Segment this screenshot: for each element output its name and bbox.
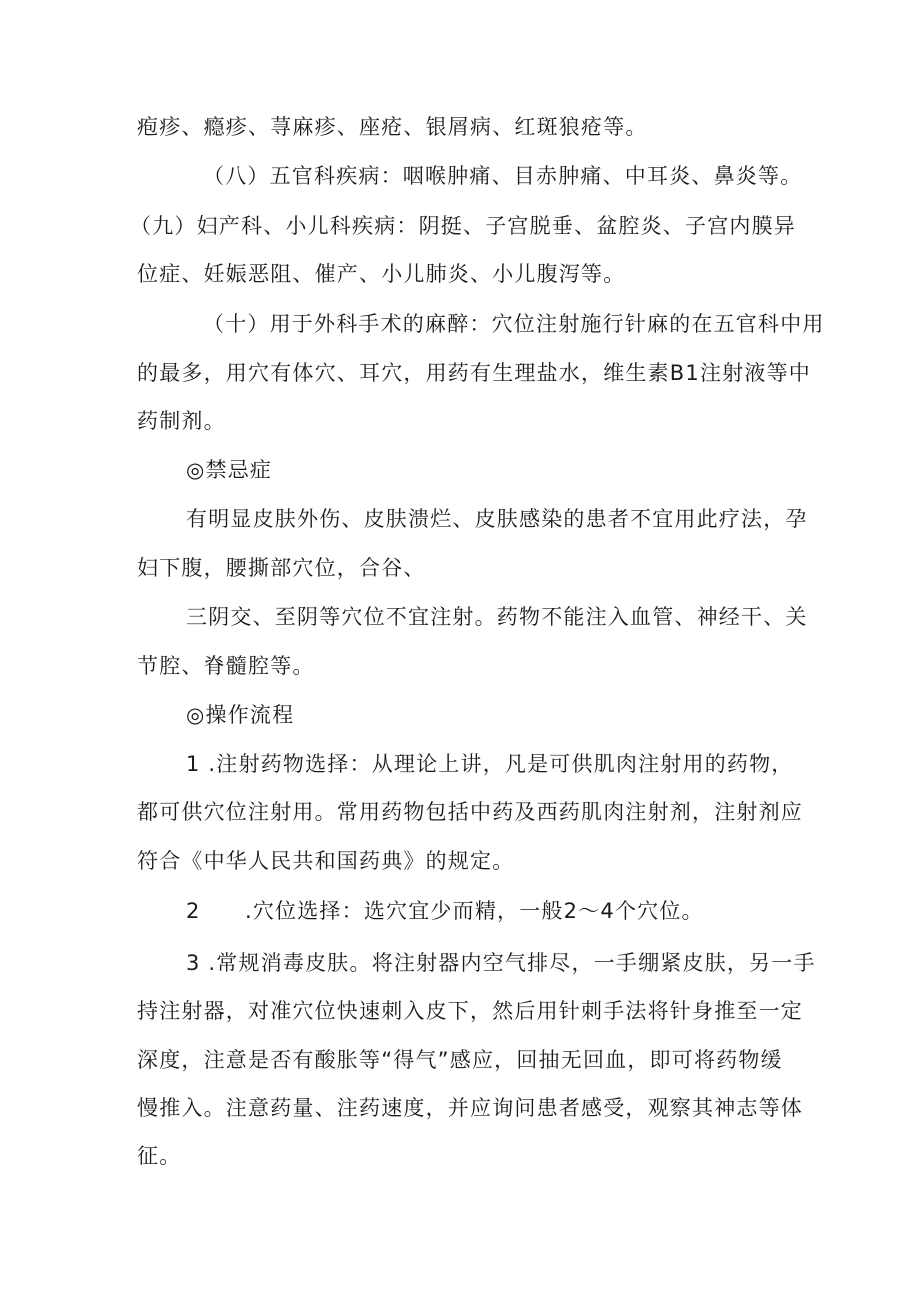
text-line-step-3-cont-2: 深度，注意是否有酸胀等“得气”感应，回抽无回血，即可将药物缓 [137,1048,783,1072]
text-line-gyn-pediatric: （九）妇产科、小儿科疾病：阴挺、子宫脱垂、盆腔炎、子宫内膜异 [130,214,796,238]
text-line-step-3-cont-1: 持注射器，对准穴位快速刺入皮下，然后用针刺手法将针身推至一定 [137,999,803,1023]
text-line-contraindications-cont-2: 三阴交、至阴等穴位不宜注射。药物不能注入血管、神经干、关 [186,605,808,629]
text-line-step-3-cont-4: 征。 [137,1144,182,1168]
text-line-step-1-cont-1: 都可供穴位注射用。常用药物包括中药及西药肌肉注射剂，注射剂应 [137,800,803,824]
text-line-skin-diseases: 疱疹、瘾疹、荨麻疹、座疮、银屑病、红斑狼疮等。 [137,115,648,139]
text-line-step-3-cont-3: 慢推入。注意药量、注药速度，并应询问患者感受，观察其神志等体 [137,1096,803,1120]
text-line-step-2: 2 .穴位选择：选穴宜少而精，一般2～4个穴位。 [186,899,704,923]
section-heading-contraindications: ◎禁忌症 [186,458,273,482]
text-line-step-3: 3 .常规消毒皮肤。将注射器内空气排尽，一手绷紧皮肤，另一手 [186,951,816,975]
text-line-contraindications: 有明显皮肤外伤、皮肤溃烂、皮肤感染的患者不宜用此疗法，孕 [186,507,808,531]
text-line-gyn-pediatric-cont: 位症、妊娠恶阻、催产、小儿肺炎、小儿腹泻等。 [137,262,626,286]
text-line-step-1-cont-2: 符合《中华人民共和国药典》的规定。 [137,849,515,873]
text-line-anesthesia-cont-1: 的最多，用穴有体穴、耳穴，用药有生理盐水，维生素B1注射液等中 [137,361,811,385]
text-line-contraindications-cont-3: 节腔、脊髓腔等。 [137,654,315,678]
text-line-ent-diseases: （八）五官科疾病：咽喉肿痛、目赤肿痛、中耳炎、鼻炎等。 [203,164,803,188]
section-heading-procedure: ◎操作流程 [186,703,295,727]
text-line-anesthesia-cont-2: 药制剂。 [137,409,226,433]
text-line-step-1: 1 .注射药物选择：从理论上讲，凡是可供肌肉注射用的药物， [186,752,794,776]
text-line-anesthesia: （十）用于外科手术的麻醉：穴位注射施行针麻的在五官科中用 [203,312,825,336]
text-line-contraindications-cont-1: 妇下腹，腰撕部穴位，合谷、 [137,556,426,580]
